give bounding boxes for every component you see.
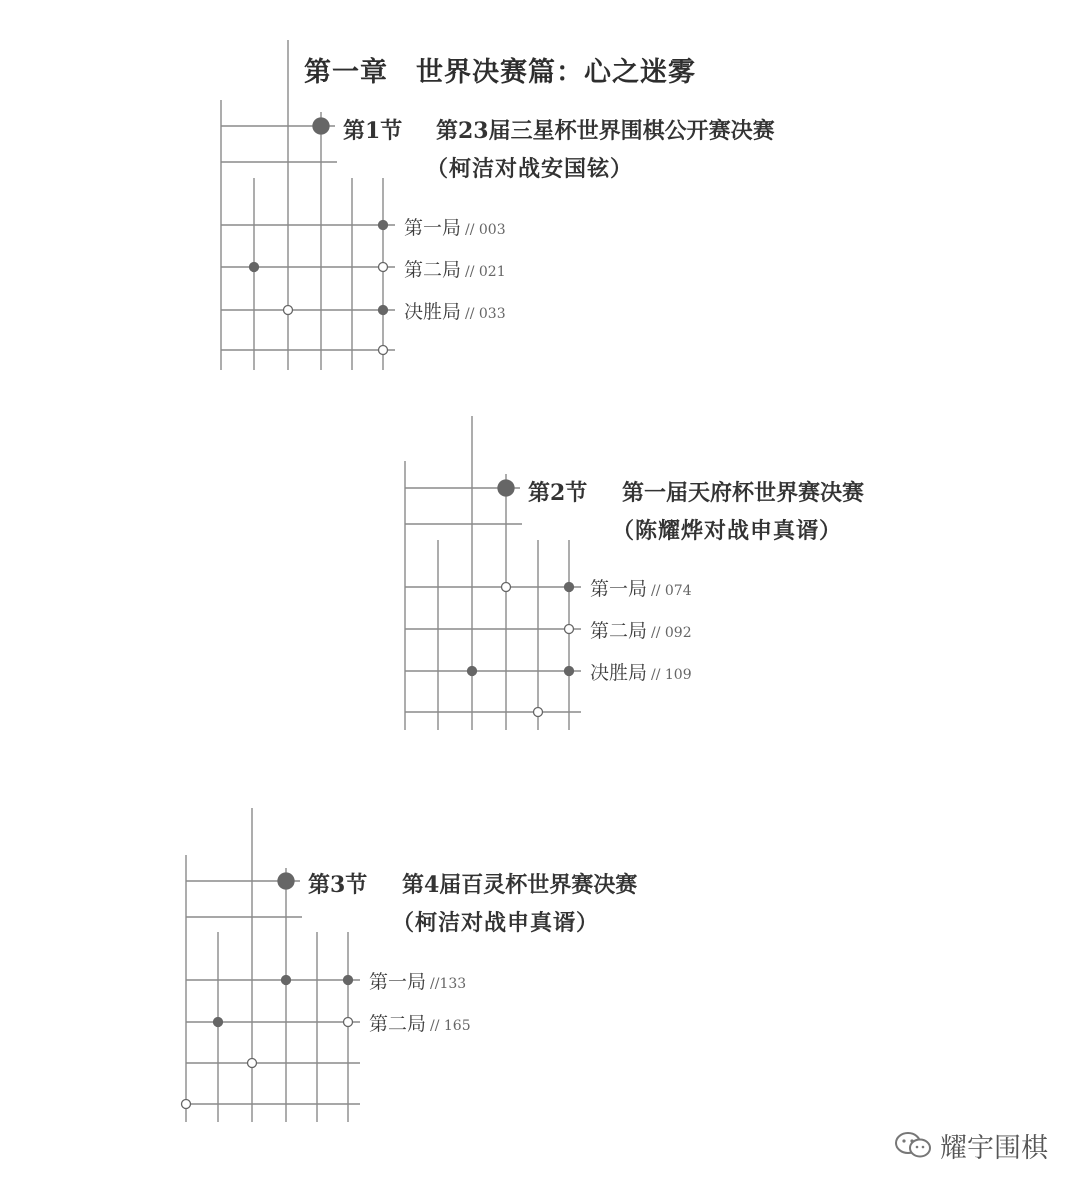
white-stone: [344, 1018, 353, 1027]
black-stone: [565, 667, 574, 676]
white-stone: [565, 625, 574, 634]
white-stone: [182, 1100, 191, 1109]
game-name: 第一局: [590, 578, 648, 600]
game-name: 第二局: [369, 1013, 427, 1035]
white-stone: [379, 346, 388, 355]
black-stone: [468, 667, 477, 676]
section-2-title: 第一届天府杯世界赛决赛: [622, 480, 865, 506]
black-stone: [565, 583, 574, 592]
section-1-subtitle: （柯洁对战安国铉）: [426, 156, 634, 182]
game-link[interactable]: [369, 967, 466, 994]
game-page: // 021: [465, 264, 506, 280]
game-page: // 033: [465, 306, 506, 322]
black-stone: [379, 306, 388, 315]
game-page: // 165: [430, 1018, 471, 1034]
watermark-text: 耀宇围棋: [940, 1133, 1048, 1164]
section-2-label: 第2节: [528, 480, 588, 506]
game-name: 第一局: [404, 217, 462, 239]
white-stone: [248, 1059, 257, 1068]
chapter-title: 第一章 世界决赛篇：心之迷雾: [304, 57, 696, 88]
black-stone: [282, 976, 291, 985]
game-page: // 109: [651, 667, 692, 683]
white-stone: [534, 708, 543, 717]
black-stone: [250, 263, 259, 272]
section-stone: [278, 873, 294, 889]
game-link[interactable]: [590, 658, 692, 685]
game-link[interactable]: [404, 297, 506, 324]
section-3-title: 第4届百灵杯世界赛决赛: [402, 872, 638, 898]
section-1-title: 第23届三星杯世界围棋公开赛决赛: [436, 118, 775, 144]
section-stone: [498, 480, 514, 496]
game-link[interactable]: [590, 574, 692, 601]
black-stone: [379, 221, 388, 230]
section-3-label: 第3节: [308, 872, 368, 898]
wechat-icon: [893, 1130, 935, 1160]
game-link[interactable]: [369, 1009, 471, 1036]
white-stone: [502, 583, 511, 592]
white-stone: [379, 263, 388, 272]
white-stone: [284, 306, 293, 315]
game-link[interactable]: [590, 616, 692, 643]
game-page: // 092: [651, 625, 692, 641]
game-name: 第二局: [404, 259, 462, 281]
black-stone: [344, 976, 353, 985]
section-1-label: 第1节: [343, 118, 403, 144]
game-page: // 074: [651, 583, 692, 599]
black-stone: [214, 1018, 223, 1027]
game-name: 决胜局: [404, 301, 462, 323]
game-name: 第二局: [590, 620, 648, 642]
game-link[interactable]: [404, 255, 506, 282]
section-3-subtitle: （柯洁对战申真谞）: [392, 910, 600, 936]
section-stone: [313, 118, 329, 134]
section-2-subtitle: （陈耀烨对战申真谞）: [612, 518, 843, 544]
game-page: // 003: [465, 222, 506, 238]
game-page: //133: [430, 976, 467, 992]
game-name: 决胜局: [590, 662, 648, 684]
game-link[interactable]: [404, 213, 506, 240]
game-name: 第一局: [369, 971, 427, 993]
